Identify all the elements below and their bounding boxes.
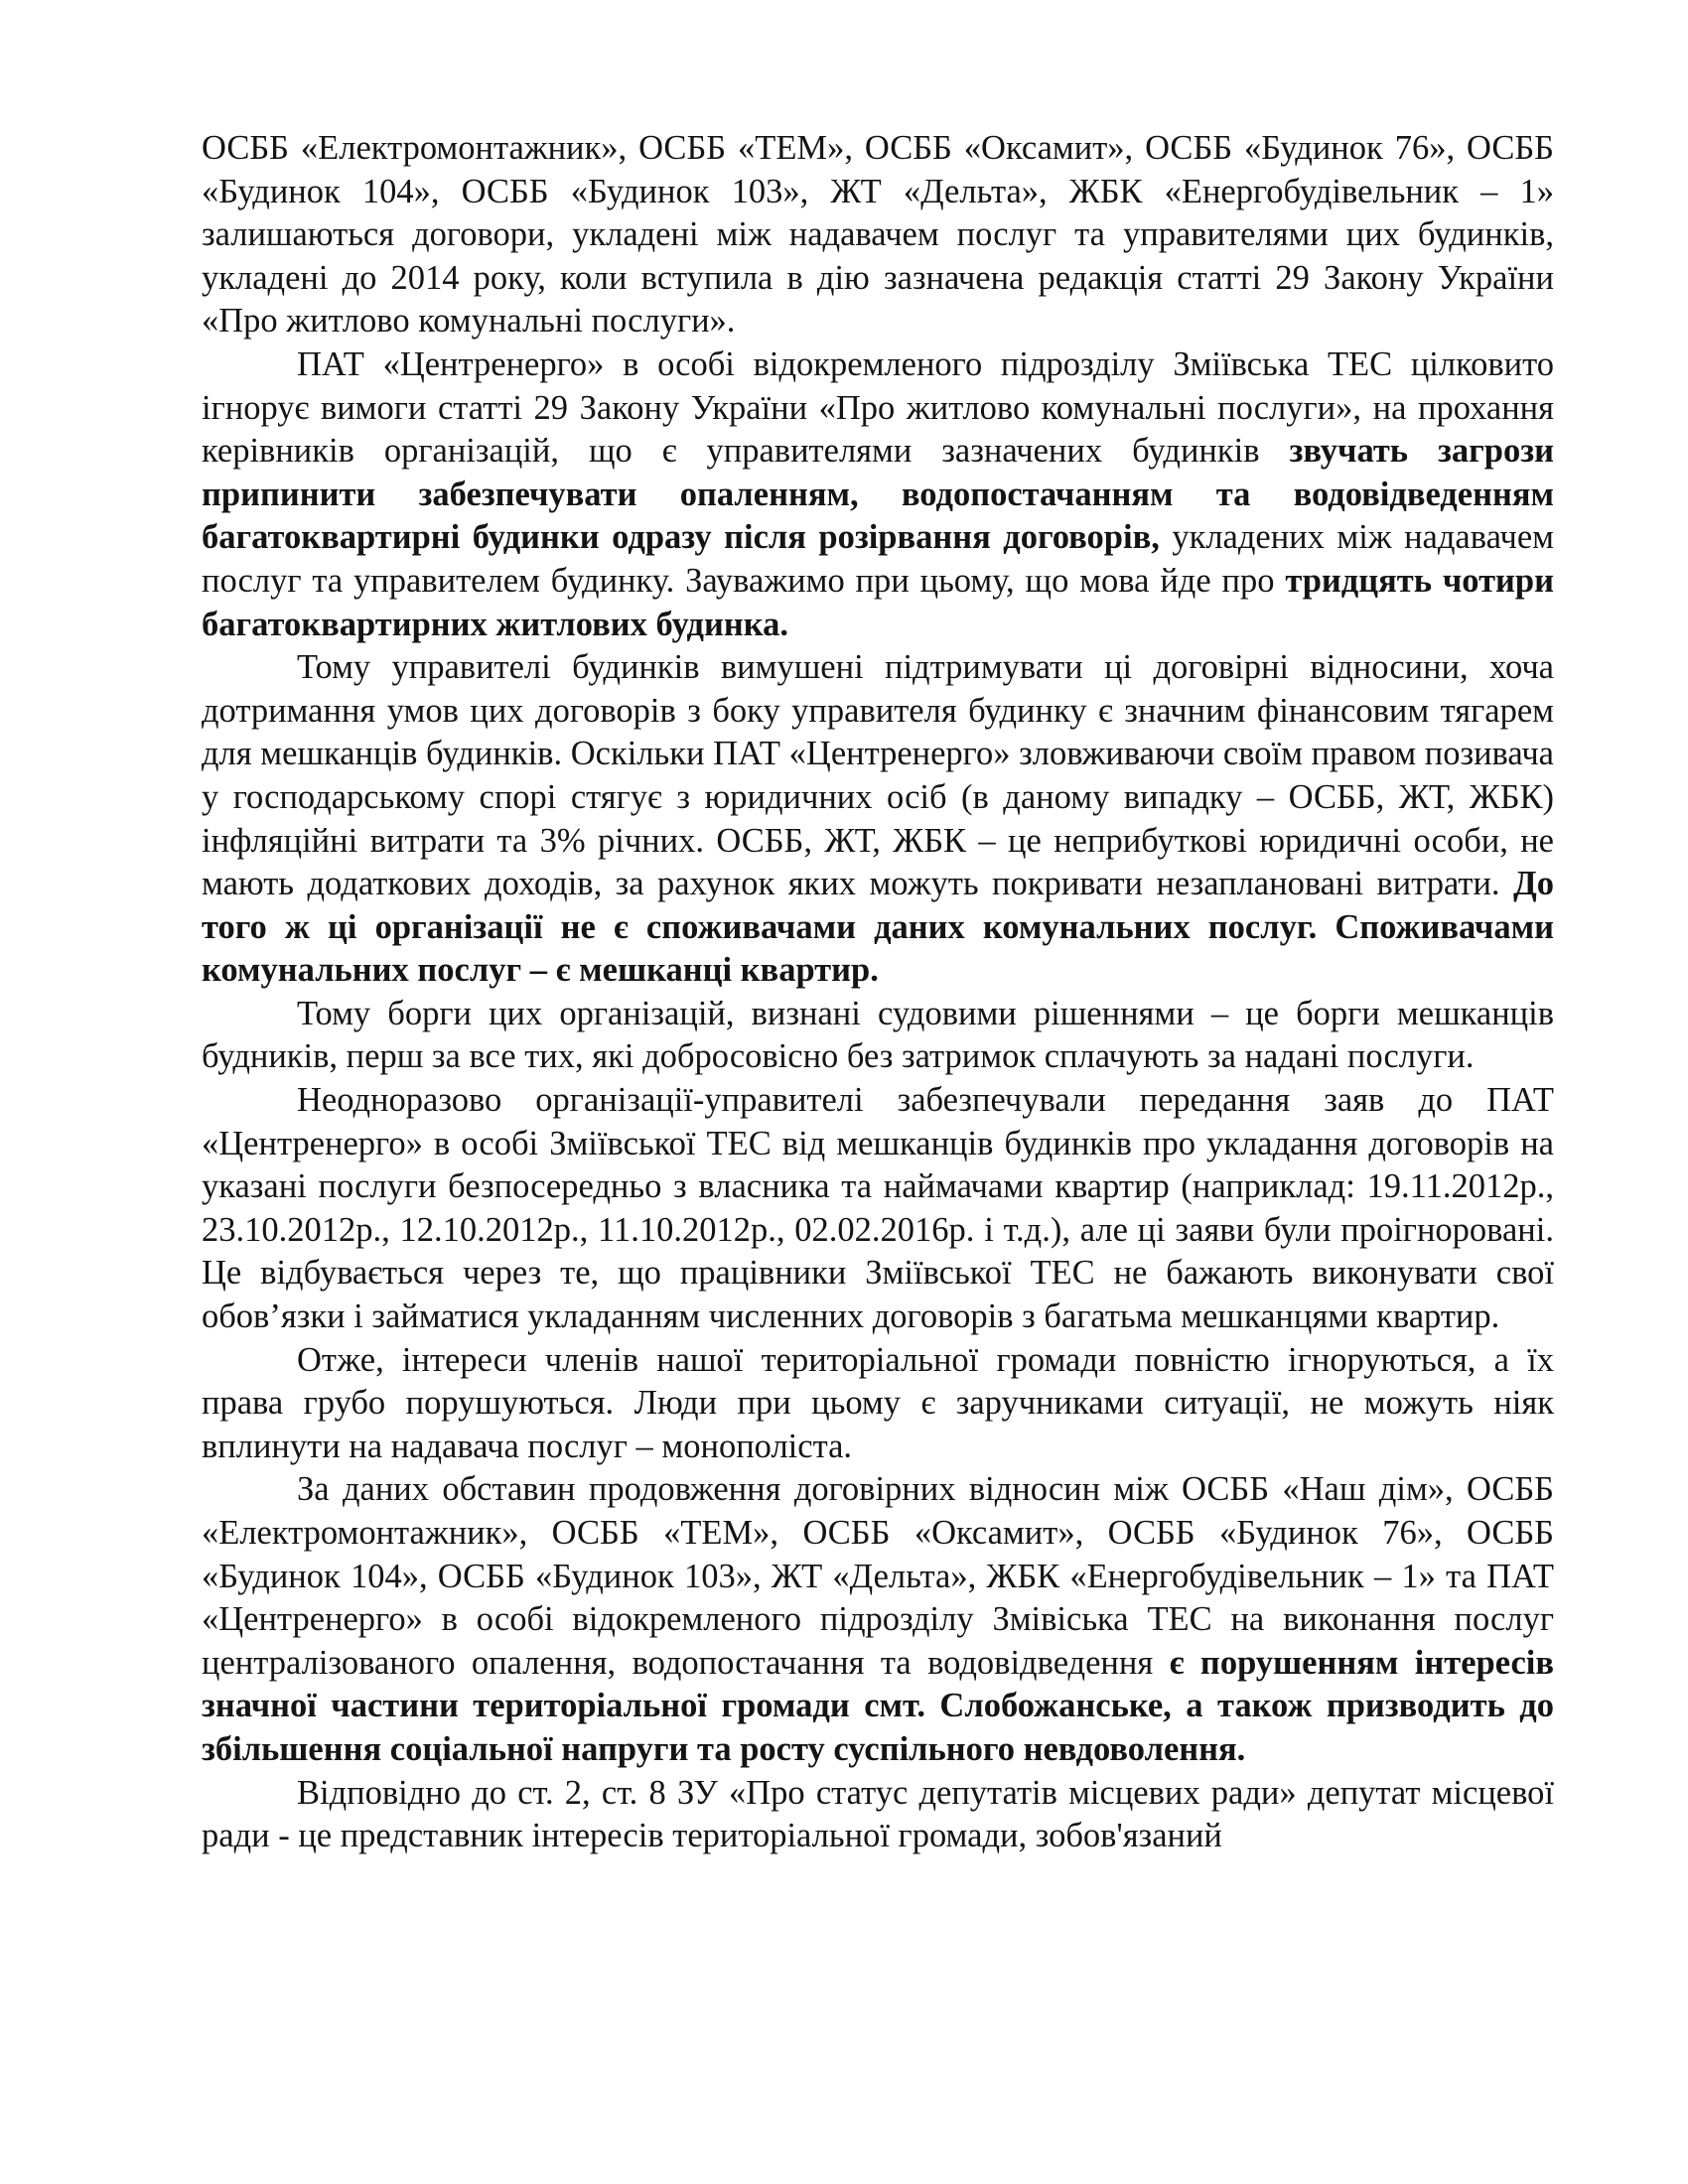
text-run: ПАТ «Центренерго» в особі відокремленого підрозділу Зміївська ТЕС цілковито ігнорує вимоги статті 29 Закону України «Про житлово комунальні послуги», на прохання керівників організацій, що є управителями зазначених будинків	[202, 344, 1554, 471]
text-run: ОСББ «Електромонтажник», ОСББ «ТЕМ», ОСББ «Оксамит», ОСББ «Будинок 76», ОСББ «Будинок 104», ОСББ «Будинок 103», ЖТ «Дельта», ЖБК «Енергобудівельник – 1» залишаються договори, укладені між надавачем послуг та управителями цих будинків, укладені до 2014 року, коли вступила в дію зазначена редакція статті 29 Закону України «Про житлово комунальні послуги».	[202, 129, 1554, 341]
text-run: Отже, інтереси членів нашої територіальної громади повністю ігноруються, а їх права грубо порушуються. Люди при цьому є заручниками ситуації, не можуть ніяк вплинути на надавача послуг – монополіста.	[202, 1340, 1554, 1465]
paragraph	[202, 343, 1554, 646]
text-run: Тому управителі будинків вимушені підтримувати ці договірні відносини, хоча дотримання умов цих договорів з боку управителя будинку є значним фінансовим тягарем для мешканців будинків. Оскільки ПАТ «Центренерго» зловживаючи своїм правом позивача у господарському спорі стягує з юридичних осіб (в даному випадку – ОСББ, ЖТ, ЖБК) інфляційні витрати та 3% річних. ОСББ, ЖТ, ЖБК – це неприбуткові юридичні особи, не мають додаткових доходів, за рахунок яких можуть покривати незаплановані витрати.	[202, 648, 1554, 903]
text-run: Відповідно до ст. 2, ст. 8 ЗУ «Про статус депутатів місцевих ради» депутат місцевої ради - це представник інтересів територіальної громади, зобов'язаний	[202, 1773, 1554, 1855]
paragraph	[202, 127, 1554, 343]
text-run: За даних обставин продовження договірних відносин між ОСББ «Наш дім», ОСББ «Електромонтажник», ОСББ «ТЕМ», ОСББ «Оксамит», ОСББ «Будинок 76», ОСББ «Будинок 104», ОСББ «Будинок 103», ЖТ «Дельта», ЖБК «Енергобудівельник – 1» та ПАТ «Центренерго» в особі відокремленого підрозділу Змівіська ТЕС на виконання послуг централізованого опалення, водопостачання та водовідведення	[202, 1470, 1554, 1682]
paragraph	[202, 1339, 1554, 1469]
bold-text-run: До того ж ці організації не є споживачами даних комунальних послуг. Споживачами комунальних послуг – є мешканці квартир.	[202, 865, 1554, 990]
bold-text-run: є порушенням інтересів значної частини територіальної громади смт. Слобожанське, а також призводить до збільшення соціальної напруги та росту суспільного невдоволення.	[202, 1643, 1554, 1768]
paragraph	[202, 1772, 1554, 1858]
paragraph	[202, 1468, 1554, 1771]
paragraph	[202, 993, 1554, 1079]
text-run: Неодноразово організації-управителі забезпечували передання заяв до ПАТ «Центренерго» в особі Зміївської ТЕС від мешканців будинків про укладання договорів на указані послуги безпосередньо з власника та наймачами квартир (наприклад: 19.11.2012р., 23.10.2012р., 12.10.2012р., 11.10.2012р., 02.02.2016р. і т.д.), але ці заяви були проігноровані. Це відбувається через те, що працівники Зміївської ТЕС не бажають виконувати свої обов’язки і займатися укладанням численних договорів з багатьма мешканцями квартир.	[202, 1081, 1554, 1336]
text-run: укладених між надавачем послуг та управителем будинку. Зауважимо при цьому, що мова йде про	[202, 518, 1554, 600]
bold-text-run: тридцять чотири багатоквартирних житлових будинка.	[202, 561, 1554, 643]
document-body	[202, 127, 1554, 1858]
paragraph	[202, 646, 1554, 993]
bold-text-run: звучать загрози припинити забезпечувати опаленням, водопостачанням та водовідведенням багатоквартирні будинки одразу після розірвання договорів,	[202, 432, 1554, 557]
paragraph	[202, 1079, 1554, 1339]
text-run: Тому борги цих організацій, визнані судовими рішеннями – це борги мешканців будників, перш за все тих, які добросовісно без затримок сплачують за надані послуги.	[202, 994, 1554, 1076]
